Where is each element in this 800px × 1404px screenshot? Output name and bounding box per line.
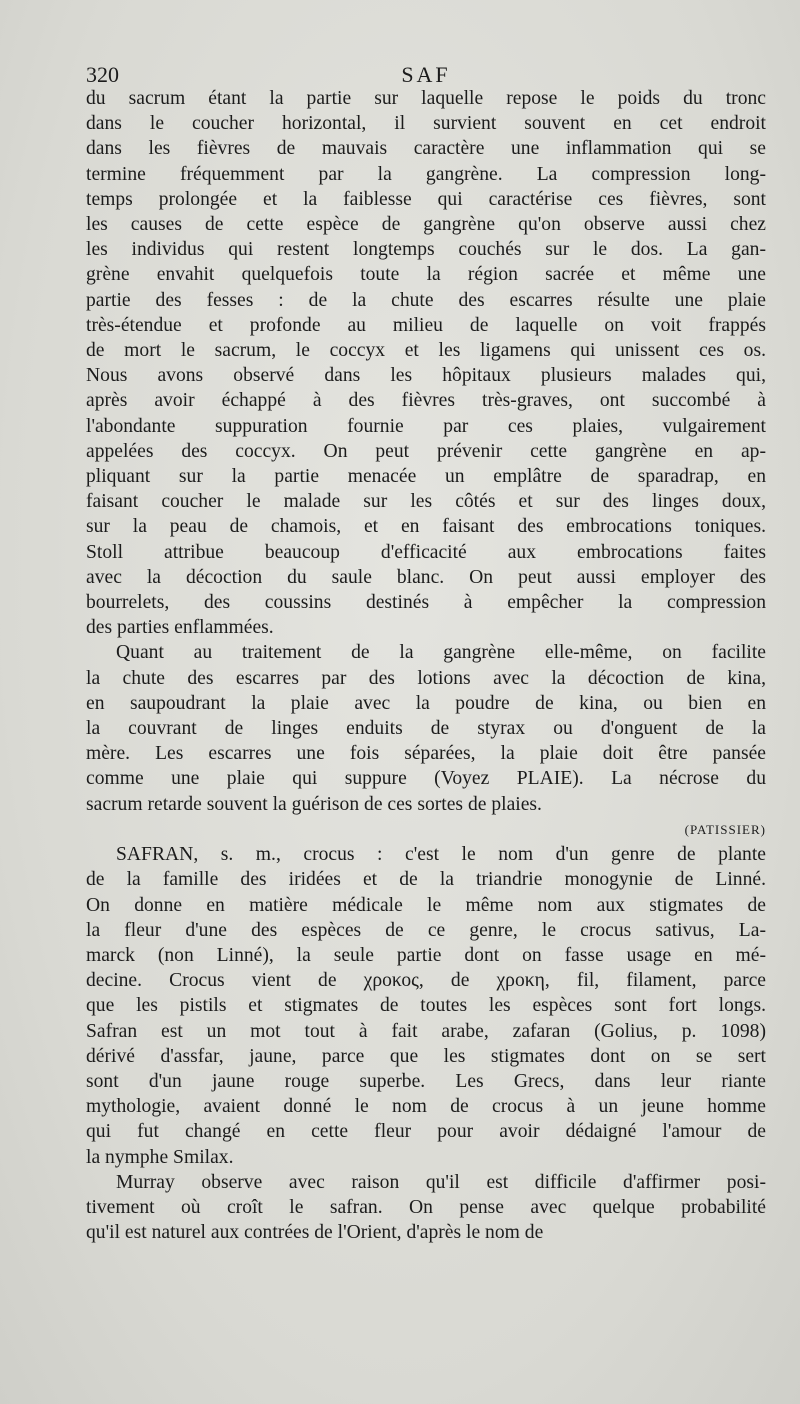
text-line: avec la décoction du saule blanc. On peut aussi employer des [86, 566, 766, 588]
text-line: qui fut changé en cette fleur pour avoir dédaigné l'amour de [86, 1121, 766, 1143]
text-line: grène envahit quelquefois toute la région sacrée et même une [86, 264, 766, 286]
text-line: temps prolongée et la faiblesse qui caractérise ces fièvres, sont [86, 188, 766, 210]
text-line: l'abondante suppuration fournie par ces plaies, vulgairement [86, 415, 766, 437]
text-line: du sacrum étant la partie sur laquelle repose le poids du tronc [86, 88, 766, 109]
author-attribution: (PATISSIER) [684, 821, 766, 837]
text-line: termine fréquemment par la gangrène. La compression long- [86, 163, 766, 185]
page-number: 320 [86, 62, 119, 87]
text-line: de mort le sacrum, le coccyx et les ligamens qui unissent ces os. [86, 340, 766, 362]
text-line: Nous avons observé dans les hôpitaux plusieurs malades qui, [86, 365, 766, 387]
paragraph [86, 842, 766, 1170]
text-line: dans le coucher horizontal, il survient souvent en cet endroit [86, 113, 766, 135]
text-line: tivement où croît le safran. On pense avec quelque probabilité [86, 1196, 766, 1218]
text-line: la chute des escarres par des lotions avec la décoction de kina, [86, 667, 766, 689]
text-line: des parties enflammées. [86, 617, 274, 639]
text-line: dérivé d'assfar, jaune, parce que les stigmates dont on se sert [86, 1045, 766, 1067]
text-line: sur la peau de chamois, et en faisant des embrocations toniques. [86, 516, 766, 538]
text-line: partie des fesses : de la chute des escarres résulte une plaie [86, 289, 766, 311]
text-line: dans les fièvres de mauvais caractère une inflammation qui se [86, 138, 766, 160]
text-line: Stoll attribue beaucoup d'efficacité aux embrocations faites [86, 541, 766, 563]
text-line: sont d'un jaune rouge superbe. Les Grecs, dans leur riante [86, 1070, 766, 1092]
text-line: SAFRAN, s. m., crocus : c'est le nom d'un genre de plante [116, 844, 766, 866]
text-line: mythologie, avaient donné le nom de crocus à un jeune homme [86, 1096, 766, 1118]
running-head: SAF [401, 62, 451, 87]
text-line: comme une plaie qui suppure (Voyez PLAIE). La nécrose du [86, 768, 766, 790]
text-line: la fleur d'une des espèces de ce genre, le crocus sativus, La- [86, 919, 766, 941]
text-line: les individus qui restent longtemps couchés sur le dos. La gan- [86, 239, 766, 261]
text-line: en saupoudrant la plaie avec la poudre de kina, ou bien en [86, 692, 766, 714]
text-line: sacrum retarde souvent la guérison de ces sortes de plaies. [86, 793, 542, 815]
text-line: les causes de cette espèce de gangrène qu'on observe aussi chez [86, 214, 766, 236]
article-continuation [86, 86, 766, 817]
text-line: la couvrant de linges enduits de styrax ou d'onguent de la [86, 718, 766, 740]
text-line: la nymphe Smilax. [86, 1146, 234, 1168]
paragraph [86, 640, 766, 816]
text-line: pliquant sur la partie menacée un emplâtre de sparadrap, en [86, 466, 766, 488]
text-line: de la famille des iridées et de la triandrie monogynie de Linné. [86, 869, 766, 891]
paragraph [86, 86, 766, 640]
text-line: très-étendue et profonde au milieu de laquelle on voit frappés [86, 314, 766, 336]
paragraph [86, 1170, 766, 1246]
text-line: On donne en matière médicale le même nom aux stigmates de [86, 894, 766, 916]
text-line: marck (non Linné), la seule partie dont on fasse usage en mé- [86, 944, 766, 966]
text-line: Quant au traitement de la gangrène elle-même, on facilite [116, 642, 766, 664]
safran-entry [86, 842, 766, 1245]
text-line: après avoir échappé à des fièvres très-graves, ont succombé à [86, 390, 766, 412]
text-line: Murray observe avec raison qu'il est difficile d'affirmer posi- [116, 1171, 766, 1193]
text-line: faisant coucher le malade sur les côtés et sur des linges doux, [86, 491, 766, 513]
text-line: appelées des coccyx. On peut prévenir cette gangrène en ap- [86, 440, 766, 462]
text-line: decine. Crocus vient de χροκος, de χροκη, fil, filament, parce [86, 970, 766, 992]
text-line: qu'il est naturel aux contrées de l'Orient, d'après le nom de [86, 1222, 544, 1244]
text-line: bourrelets, des coussins destinés à empêcher la compression [86, 592, 766, 614]
text-line: Safran est un mot tout à fait arabe, zafaran (Golius, p. 1098) [86, 1020, 766, 1042]
text-line: mère. Les escarres une fois séparées, la plaie doit être pansée [86, 743, 766, 765]
body-text [86, 86, 766, 1245]
text-line: que les pistils et stigmates de toutes les espèces sont fort longs. [86, 995, 766, 1017]
